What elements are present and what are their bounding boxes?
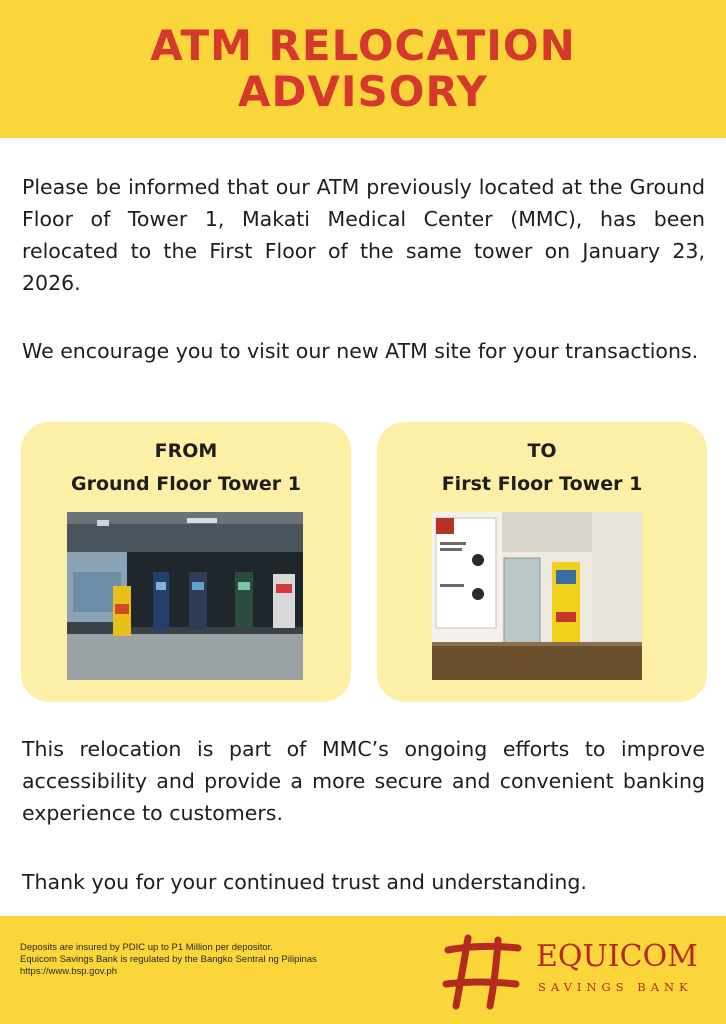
disclaimer-bsp: Equicom Savings Bank is regulated by the Bangko Sentral ng Pilipinas [20, 954, 317, 965]
purpose-paragraph: This relocation is part of MMC’s ongoing efforts to improve accessibility and provide a more secure and convenient banking experience to customers. [22, 737, 705, 825]
bsp-link[interactable]: https://www.bsp.gov.ph [20, 966, 117, 977]
brand-name: EQUICOM [536, 939, 698, 974]
footer-banner [0, 916, 726, 1024]
brand-subtitle: SAVINGS BANK [538, 980, 693, 994]
disclaimer-pdic: Deposits are insured by PDIC up to P1 Million per depositor. [20, 942, 273, 953]
to-card [377, 422, 707, 702]
to-label: TO [527, 440, 557, 462]
disclaimer [20, 942, 317, 978]
to-location: First Floor Tower 1 [441, 473, 643, 495]
from-card [21, 422, 351, 702]
from-location: Ground Floor Tower 1 [70, 473, 301, 495]
new-atm-photo [432, 512, 668, 680]
old-atm-photo [67, 512, 303, 680]
thank-you-paragraph: Thank you for your continued trust and understanding. [22, 870, 587, 894]
intro-paragraph: Please be informed that our ATM previously located at the Ground Floor of Tower 1, Makati Medical Center (MMC), has been relocated to the First Floor of the same tower on January 23, 2026. [22, 175, 705, 295]
header-banner [0, 0, 726, 138]
equicom-logo-icon [440, 934, 522, 1010]
encourage-paragraph: We encourage you to visit our new ATM site for your transactions. [22, 339, 699, 363]
from-label: FROM [154, 440, 218, 462]
page-title-line1: ATM RELOCATION [150, 21, 576, 70]
page-title-line2: ADVISORY [238, 67, 488, 116]
